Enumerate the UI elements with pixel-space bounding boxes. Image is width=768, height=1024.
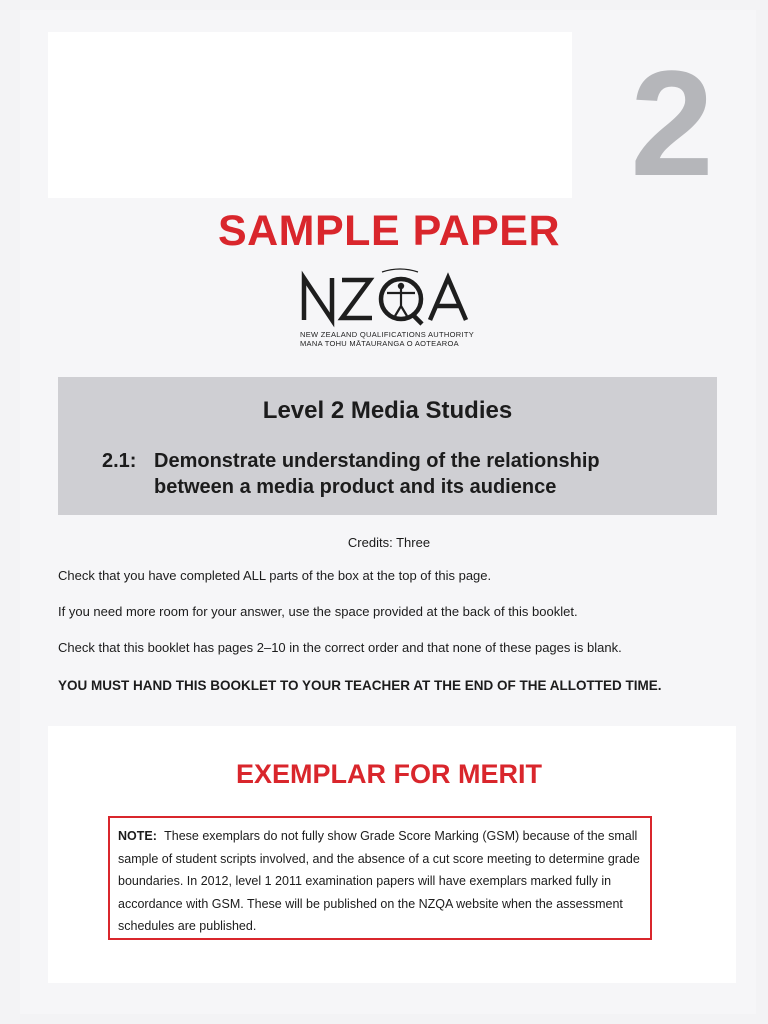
instruction-2: If you need more room for your answer, use the space provided at the back of this booklet. [58, 604, 578, 619]
instruction-hand-in: YOU MUST HAND THIS BOOKLET TO YOUR TEACHER AT THE END OF THE ALLOTTED TIME. [58, 678, 662, 693]
instruction-3: Check that this booklet has pages 2–10 in the correct order and that none of these pages is blank. [58, 640, 622, 655]
standard-number: 2.1: [102, 450, 137, 472]
sample-paper-title: SAMPLE PAPER [217, 207, 561, 255]
exemplar-title: EXEMPLAR FOR MERIT [235, 759, 542, 789]
level-number: 2 [630, 39, 714, 207]
nzqa-wordmark-icon [300, 268, 480, 330]
nzqa-name-maori: MANA TOHU MĀTAURANGA O AOTEAROA [300, 339, 459, 348]
standard-line-1: Demonstrate understanding of the relationship [154, 450, 600, 472]
standard-description [102, 448, 600, 500]
note-text: These exemplars do not fully show Grade Score Marking (GSM) because of the small sample of student scripts involved, and the absence of a cut score meeting to determine grade boundaries. In 2012, level 1 2011 examination papers will have exemplars marked fully in accordance with GSM. These will be published on the NZQA website when the assessment schedules are published. [118, 829, 640, 934]
instruction-1: Check that you have completed ALL parts of the box at the top of this page. [58, 568, 492, 583]
candidate-details-box [48, 32, 572, 198]
credits-text: Credits: Three [347, 535, 431, 550]
course-title: Level 2 Media Studies [262, 397, 513, 424]
nzqa-name-english: NEW ZEALAND QUALIFICATIONS AUTHORITY [300, 330, 475, 339]
note-label: NOTE: [118, 829, 157, 843]
nzqa-logo [300, 268, 490, 358]
note-box [108, 816, 652, 940]
standard-line-2: between a media product and its audience [154, 476, 557, 498]
